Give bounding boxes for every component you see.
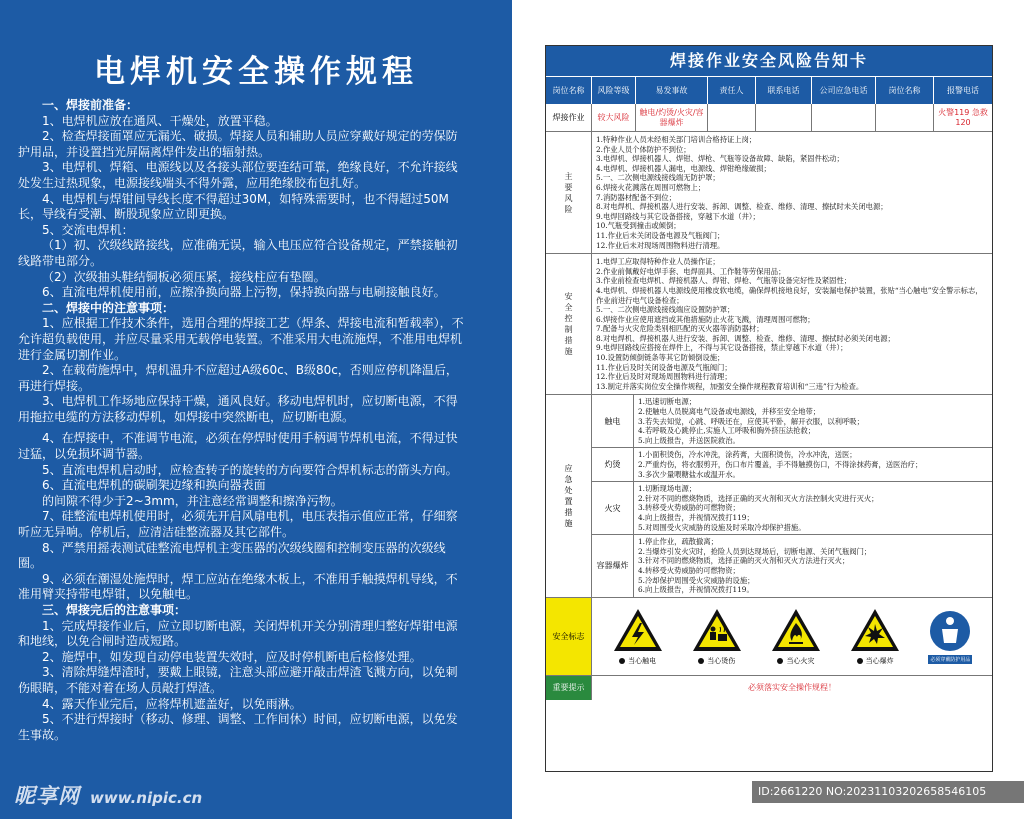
list-item: 3.转移受火势威胁的可燃物资； bbox=[638, 503, 740, 513]
column-header: 岗位名称 bbox=[876, 77, 934, 104]
list-item: 1.电焊工应取得特种作业人员操作证； bbox=[596, 257, 720, 267]
table-header bbox=[546, 76, 992, 104]
rule-paragraph: 1、电焊机应放在通风、干燥处，放置平稳。 bbox=[42, 113, 278, 128]
column-header: 责任人 bbox=[708, 77, 756, 104]
post-name-2 bbox=[876, 104, 934, 131]
rule-paragraph: 8、严禁用摇表测试硅整流电焊机主变压器的次级线圈和控制变压器的次级线圈。 bbox=[18, 540, 446, 571]
electric-shock-warning-icon bbox=[612, 607, 664, 653]
scald-warning-icon bbox=[691, 607, 743, 653]
emergency-steps bbox=[634, 448, 992, 481]
emergency-steps bbox=[634, 482, 992, 534]
rule-paragraph: 3、清除焊缝焊渣时，要戴上眼镜，注意头部应避开敲击焊渣飞溅方向，以免刺伤眼睛，不能对着在场人员敲打焊渣。 bbox=[18, 665, 458, 695]
emergency-row bbox=[592, 448, 992, 482]
emergency-type: 容器爆炸 bbox=[592, 535, 634, 597]
list-item: 2.使触电人员脱离电气设备或电源线，并移至安全地带； bbox=[638, 407, 821, 417]
responsible-person bbox=[708, 104, 756, 131]
column-header: 联系电话 bbox=[756, 77, 812, 104]
fire-warning-icon bbox=[770, 607, 822, 653]
list-item: 4.电焊机、焊接机器人漏电，电源线、焊钳绝缘破损； bbox=[596, 163, 771, 173]
post-name: 焊接作业 bbox=[546, 104, 592, 131]
control-measures-label: 安全控制措施 bbox=[546, 254, 592, 394]
list-item: 9.电焊回路线应搭接在焊件上，不得与其它设备搭接，禁止穿越下水道（井）； bbox=[596, 343, 848, 353]
column-header: 报警电话 bbox=[947, 86, 979, 95]
rule-paragraph: 5、不进行焊接时（移动、修理、调整、工作间休）时间，应切断电源，以免发生事故。 bbox=[18, 712, 458, 742]
rule-paragraph: 2、施焊中，如发现自动停电装置失效时，应及时停机断电后检修处理。 bbox=[42, 649, 422, 664]
watermark bbox=[14, 780, 202, 810]
rule-paragraph: （2）次级抽头鞋结铜板必须压紧，接线柱应有垫圈。 bbox=[42, 269, 326, 284]
list-item: 12.作业后未对现场周围物料进行清理。 bbox=[596, 240, 725, 250]
list-item: 6.焊接火花溅落在周围可燃物上； bbox=[596, 182, 706, 192]
emergency-row bbox=[592, 395, 992, 448]
rule-paragraph: 1、应根据工作技术条件，选用合理的焊接工艺（焊条、焊接电流和暂载率），不允许超负载使用，并应尽量采用无载停电装置。不准采用大电流施焊，不准用电焊机进行金属切割作业。 bbox=[18, 316, 464, 362]
table-row bbox=[546, 104, 992, 132]
emergency-type: 灼烫 bbox=[592, 448, 634, 481]
column-header: 公司应急电话 bbox=[812, 77, 876, 104]
sign-caption: 当心触电 bbox=[628, 656, 657, 665]
section-heading: 一、焊接前准备： bbox=[42, 98, 139, 112]
rule-paragraph: 6、直流电焊机使用前，应擦净换向器上污物，保持换向器与电刷接触良好。 bbox=[42, 285, 446, 300]
watermark-brand: 昵享网 bbox=[14, 784, 80, 808]
sign-caption: 当心火灾 bbox=[786, 656, 815, 665]
emergency-steps bbox=[634, 535, 992, 597]
rule-paragraph: 5、交流电焊机： bbox=[42, 222, 134, 237]
list-item: 3.电焊机、焊接机器人、焊钳、焊枪、气瓶等设备故障、缺陷，紧固件松动； bbox=[596, 154, 844, 164]
risk-level: 较大风险 bbox=[592, 104, 636, 131]
list-item: 3.针对不同的燃烧物质，选择正确的灭火剂和灭火方法进行灭火； bbox=[638, 556, 850, 566]
list-item: 4.向上级报告，并视情况拨打119； bbox=[638, 512, 754, 522]
rule-paragraph: 2、检查焊接面罩应无漏光、破损。焊接人员和辅助人员应穿戴好规定的劳保防护用品，并设置挡光屏隔离焊件发出的辐射热。 bbox=[18, 129, 458, 159]
mandatory-caption: 必须穿戴防护用品 bbox=[930, 656, 971, 663]
emergency-row bbox=[592, 535, 992, 597]
list-item: 7.消防器材配备不到位； bbox=[596, 192, 676, 202]
list-item: 5.向上级报告，并送医院救治。 bbox=[638, 435, 740, 445]
rule-paragraph: （1）初、次级线路接线，应准确无误，输入电压应符合设备规定，严禁接触初线路带电部分。 bbox=[18, 238, 458, 268]
card-title: 焊接作业安全风险告知卡 bbox=[546, 46, 992, 76]
rule-paragraph: 9、必须在潮湿处施焊时，焊工应站在绝缘木板上，不准用手触摸焊机导线，不准用臂夹持带电焊钳，以免触电。 bbox=[18, 571, 458, 602]
list-item: 4.若呼吸及心跳停止,实施人工呼吸和胸外挤压法抢救； bbox=[638, 426, 816, 436]
emergency-label: 应急处置措施 bbox=[546, 395, 592, 596]
list-item: 9.电焊回路线与其它设备搭接，穿越下水道（井）； bbox=[596, 211, 760, 221]
tip-label: 重要提示 bbox=[546, 676, 592, 700]
sign-caption: 当心烫伤 bbox=[707, 656, 736, 665]
rule-paragraph: 2、在载荷施焊中，焊机温升不应超过A级60c、B级80c，否则应停机降温后，再进行焊接。 bbox=[18, 363, 458, 393]
list-item: 1.切断现场电源； bbox=[638, 484, 697, 494]
sign-scald bbox=[691, 607, 743, 666]
rule-paragraph: 3、电焊机工作场地应保持干燥，通风良好。移动电焊机时，应切断电源，不得用拖拉电缆的方法移动焊机，如焊接中突然断电，应切断电源。 bbox=[18, 394, 458, 424]
emergency-steps bbox=[634, 395, 992, 447]
page-title: 电焊机安全操作规程 bbox=[94, 54, 418, 90]
list-item: 11.作业后未关闭设备电源及气瓶阀门； bbox=[596, 230, 725, 240]
list-item: 1.迅速切断电源； bbox=[638, 397, 697, 407]
rule-paragraph: 7、硅整流电焊机使用时，必须先开启风扇电机，电压表指示值应正常，仔细察听应无异响。停机后，应清洁硅整流器及其它部件。 bbox=[18, 509, 458, 540]
important-tip bbox=[546, 676, 992, 700]
section-heading: 三、焊接完后的注意事项： bbox=[42, 603, 187, 617]
column-header: 岗位名称 bbox=[546, 77, 592, 104]
sign-caption: 当心爆炸 bbox=[865, 656, 894, 665]
list-item: 5.一、二次侧电源线接线端无防护罩； bbox=[596, 173, 720, 183]
safety-signs bbox=[592, 598, 992, 675]
sign-mandatory bbox=[928, 609, 972, 664]
company-emergency-phone bbox=[812, 104, 876, 131]
rule-paragraph: 1、完成焊接作业后，应立即切断电源，关闭焊机开关分别清理归整好焊钳电源和地线，以免合闸时造成短路。 bbox=[18, 618, 458, 649]
list-item: 13.制定并落实岗位安全操作规程，加强安全操作规程教育培训和“三违”行为检查。 bbox=[596, 381, 864, 391]
accident-types: 触电/灼烫/火灾/容器爆炸 bbox=[636, 104, 708, 131]
list-item: 2.当爆炸引发火灾时，抢险人员到达现场后，切断电源、关闭气瓶阀门； bbox=[638, 546, 872, 556]
list-item: 5.冷却保护周围受火灾威胁的设施； bbox=[638, 575, 755, 585]
main-risks-list bbox=[592, 132, 992, 253]
list-item: 5.对周围受火灾威胁的设施及时采取冷却保护措施。 bbox=[638, 522, 806, 532]
explosion-warning-icon bbox=[849, 607, 901, 653]
list-item: 6.向上级报告，并视情况拨打119。 bbox=[638, 585, 754, 595]
rule-paragraph: 6、直流电焊机的碳刷架边缘和换向器表面 bbox=[42, 478, 266, 493]
list-item: 1.停止作业，疏散撤离； bbox=[638, 537, 718, 547]
contact-phone bbox=[756, 104, 812, 131]
control-measures-section bbox=[546, 254, 992, 395]
safety-signs-section bbox=[546, 598, 992, 676]
rule-paragraph: 的间隙不得少于2~3mm，并注意经常调整和擦净污物。 bbox=[42, 493, 343, 508]
list-item: 8.对电焊机、焊接机器人进行安装、拆卸、调整、检查、维修、清理、擦拭时必须关闭电源； bbox=[596, 333, 895, 343]
rule-paragraph: 5、直流电焊机启动时，应检查转子的旋转的方向要符合焊机标志的箭头方向。 bbox=[42, 462, 458, 477]
list-item: 1.特种作业人员未经相关部门培训合格持证上岗； bbox=[596, 135, 757, 144]
column-header: 风险等级 bbox=[592, 77, 636, 104]
wear-protective-clothing-icon bbox=[928, 609, 972, 653]
list-item: 12.作业后及时对现场周围物料进行清理； bbox=[596, 372, 732, 382]
control-measures-list bbox=[592, 254, 992, 394]
emergency-type: 触电 bbox=[592, 395, 634, 447]
section-heading: 二、焊接中的注意事项： bbox=[42, 300, 175, 315]
list-item: 4.电焊机、焊接机器人电源线使用橡皮软电缆，确保焊机接地良好，安装漏电保护装置，张贴“当心触电”安全警示标志，作业前进行电气设备检查； bbox=[596, 285, 983, 305]
list-item: 8.对电焊机、焊接机器人进行安装、拆卸、调整、检查、维修、清理、擦拭时未关闭电源； bbox=[596, 202, 888, 212]
emergency-row bbox=[592, 482, 992, 535]
risk-notice-card bbox=[545, 45, 993, 772]
list-item: 10.设置防倾倒链条等其它防倾倒设施； bbox=[596, 353, 725, 363]
emergency-type: 火灾 bbox=[592, 482, 634, 534]
list-item: 10.气瓶受到撞击或倾倒； bbox=[596, 221, 681, 231]
rule-paragraph: 4、在焊接中，不准调节电流，必须在停焊时使用手柄调节焊机电流，不得过快过猛，以免损坏调节器。 bbox=[18, 431, 458, 462]
list-item: 6.焊接作业应使用遮挡或其他措施防止火花飞溅，清理周围可燃物； bbox=[596, 314, 815, 324]
list-item: 11.作业后及时关闭设备电源及气瓶阀门； bbox=[596, 362, 732, 372]
sign-explosion bbox=[849, 607, 901, 666]
list-item: 2.针对不同的燃烧物质，选择正确的灭火剂和灭火方法控制火灾进行灭火； bbox=[638, 493, 879, 503]
rule-paragraph: 4、露天作业完后，应将焊机遮盖好，以免雨淋。 bbox=[42, 696, 302, 711]
main-risks-label: 主要风险 bbox=[546, 132, 592, 253]
rules-text bbox=[18, 98, 468, 743]
emergency-list bbox=[592, 395, 992, 596]
safety-signs-label: 安全标志 bbox=[546, 598, 592, 675]
list-item: 3.若失去知觉，心跳、呼吸还在，应使其平卧，解开衣服，以利呼吸； bbox=[638, 416, 864, 426]
tip-text: 必须落实安全操作规程！ bbox=[748, 683, 836, 693]
sign-fire bbox=[770, 607, 822, 666]
sign-electric bbox=[612, 607, 664, 666]
list-item: 4.转移受火势威胁的可燃物资； bbox=[638, 565, 740, 575]
emergency-section bbox=[546, 395, 992, 597]
watermark-url: www.nipic.cn bbox=[90, 789, 203, 807]
main-risks-section bbox=[546, 132, 992, 254]
column-header: 易发事故 bbox=[636, 77, 708, 104]
alarm-phone: 火警119 急救120 bbox=[938, 107, 988, 127]
list-item: 2.作业前佩戴好电焊手套、电焊面具、工作鞋等劳保用品； bbox=[596, 266, 786, 276]
list-item: 2.作业人员个体防护不到位； bbox=[596, 144, 691, 154]
list-item: 3.作业前检查电焊机、焊接机器人、焊钳、焊枪、气瓶等设备完好性及紧固性； bbox=[596, 276, 852, 286]
list-item: 3.多次少量喂糖盐水或温开水。 bbox=[638, 469, 740, 479]
list-item: 2.严重灼伤，将衣服剪开，伤口布片覆盖，手不得触摸伤口，不得涂抹药膏，送医治疗； bbox=[638, 460, 923, 469]
list-item: 5.一、二次侧电源线接线端应设置防护罩； bbox=[596, 305, 735, 315]
rule-paragraph: 4、电焊机与焊钳间导线长度不得超过30M，如特殊需要时，也不得超过50M长，导线有受潮、断股现象应立即更换。 bbox=[18, 191, 449, 222]
image-id-bar: ID:2661220 NO:20231103202658546105 bbox=[752, 781, 1024, 803]
rule-paragraph: 3、电焊机、焊箱、电源线以及各接头部位要连结可靠，绝缘良好，不允许接线处发生过热现象，电源接线端头不得外露，应用绝缘胶布包扎好。 bbox=[18, 160, 458, 190]
list-item: 1.小面积烫伤，冷水冲洗，涂药膏，大面积烫伤，冷水冲洗，送医； bbox=[638, 450, 857, 460]
list-item: 7.配备与火灾危险类别相匹配的灭火器等消防器材； bbox=[596, 324, 764, 334]
